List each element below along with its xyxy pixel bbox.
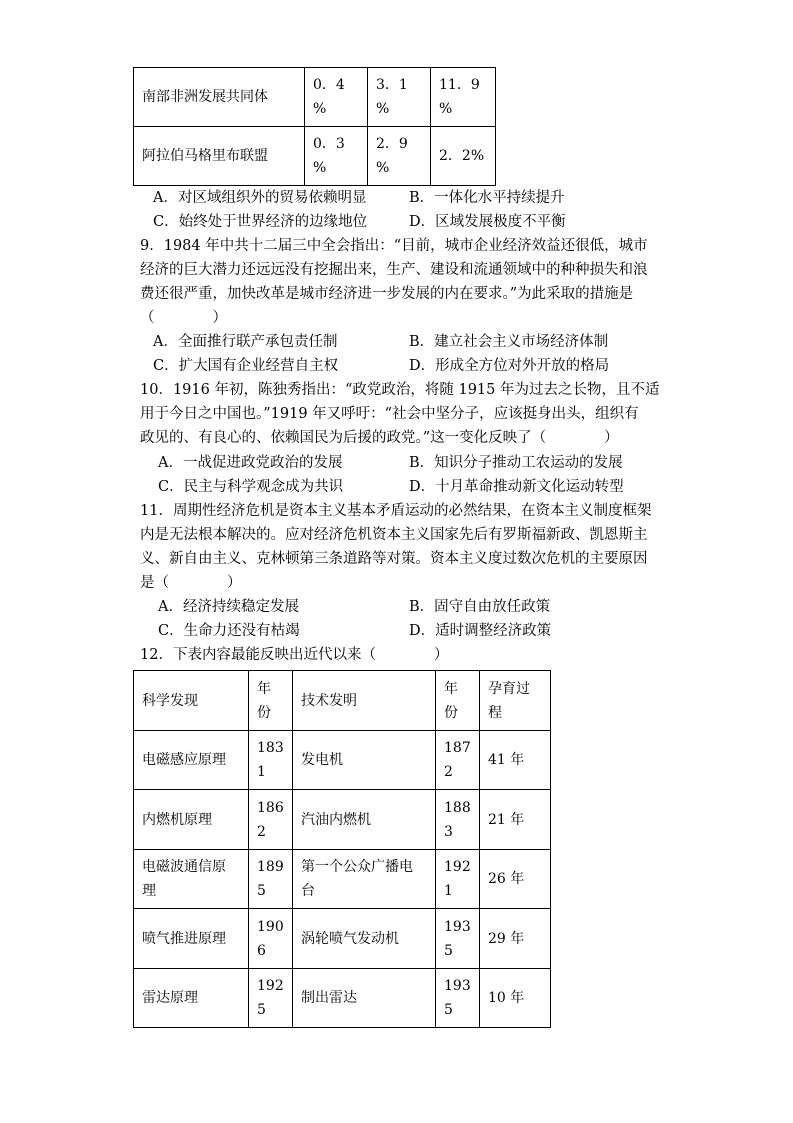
year-cell: 183 1 (249, 731, 293, 790)
q8-option-b: B．一体化水平持续提升 (409, 190, 565, 206)
table-row (134, 969, 551, 1028)
year-cell: 193 5 (436, 909, 480, 969)
q11-stem-line: 内是无法根本解决的。应对经济危机资本主义国家先后有罗斯福新政、凯恩斯主 (140, 527, 648, 543)
header-gestation: 孕育过 程 (480, 671, 551, 731)
value-cell: 0．3 % (305, 127, 368, 186)
gestation-cell: 10 年 (480, 969, 551, 1028)
table-row (134, 68, 496, 127)
invention-cell: 发电机 (293, 731, 436, 790)
q11-stem-line: 11．周期性经济危机是资本主义基本矛盾运动的必然结果，在资本主义制度框架 (140, 503, 652, 519)
discovery-cell: 雷达原理 (134, 969, 249, 1028)
q9-stem-line: 9．1984 年中共十二届三中全会指出：“目前，城市企业经济效益还很低，城市 (140, 238, 648, 254)
q12-table (133, 670, 551, 1028)
q11-stem-line: 是（ ） (140, 575, 242, 591)
q9-option-b: B．建立社会主义市场经济体制 (409, 334, 609, 350)
value-cell: 11．9 % (431, 68, 496, 127)
q10-option-d: D．十月革命推动新文化运动转型 (409, 479, 624, 495)
q9-stem-line: 费还很严重，加快改革是城市经济进一步发展的内在要求。”为此采取的措施是 (140, 286, 634, 302)
value-cell: 3．1 % (368, 68, 431, 127)
q9-stem-line: 经济的巨大潜力还远远没有挖掘出来，生产、建设和流通领域中的种种损失和浪 (140, 262, 648, 278)
q10-option-a: A．一战促进政党政治的发展 (158, 455, 343, 471)
q9-option-c: C．扩大国有企业经营自主权 (153, 358, 339, 374)
table-row (134, 850, 551, 909)
year-cell: 188 3 (436, 790, 480, 850)
year-cell: 187 2 (436, 731, 480, 790)
q11-option-a: A．经济持续稳定发展 (158, 599, 299, 615)
header-year: 年 份 (249, 671, 293, 731)
invention-cell: 制出雷达 (293, 969, 436, 1028)
q10-stem-line: 用于今日之中国也。”1919 年又呼吁：“社会中坚分子，应该挺身出头，组织有 (140, 406, 639, 422)
q11-option-b: B．固守自由放任政策 (409, 599, 551, 615)
q8-option-d: D．区域发展极度不平衡 (409, 214, 566, 230)
gestation-cell: 41 年 (480, 731, 551, 790)
org-name-cell: 阿拉伯马格里布联盟 (134, 127, 305, 186)
q8-option-c: C．始终处于世界经济的边缘地位 (153, 214, 368, 230)
table-header-row (134, 671, 551, 731)
q9-option-a: A．全面推行联产承包责任制 (153, 334, 338, 350)
discovery-cell: 喷气推进原理 (134, 909, 249, 969)
header-discovery: 科学发现 (134, 671, 249, 731)
gestation-cell: 26 年 (480, 850, 551, 909)
discovery-cell: 内燃机原理 (134, 790, 249, 850)
q10-stem-line: 10．1916 年初，陈独秀指出：“政党政治，将随 1915 年为过去之长物，且不适 (140, 382, 660, 398)
gestation-cell: 29 年 (480, 909, 551, 969)
year-cell: 189 5 (249, 850, 293, 909)
year-cell: 192 5 (249, 969, 293, 1028)
table-row (134, 731, 551, 790)
org-name-cell: 南部非洲发展共同体 (134, 68, 305, 127)
invention-cell: 涡轮喷气发动机 (293, 909, 436, 969)
invention-cell: 第一个公众广播电 台 (293, 850, 436, 909)
value-cell: 2．2% (431, 127, 496, 186)
table-row (134, 909, 551, 969)
year-cell: 192 1 (436, 850, 480, 909)
discovery-cell: 电磁感应原理 (134, 731, 249, 790)
invention-cell: 汽油内燃机 (293, 790, 436, 850)
table-row (134, 790, 551, 850)
header-invention: 技术发明 (293, 671, 436, 731)
year-cell: 186 2 (249, 790, 293, 850)
q11-stem-line: 义、新自由主义、克林顿第三条道路等对策。资本主义度过数次危机的主要原因 (140, 551, 648, 567)
q11-option-d: D．适时调整经济政策 (409, 623, 552, 639)
year-cell: 190 6 (249, 909, 293, 969)
gestation-cell: 21 年 (480, 790, 551, 850)
discovery-cell: 电磁波通信原 理 (134, 850, 249, 909)
q12-stem: 12．下表内容最能反映出近代以来（ ） (140, 647, 449, 663)
year-cell: 193 5 (436, 969, 480, 1028)
q9-stem-line: （ ） (140, 310, 227, 326)
table-row (134, 127, 496, 186)
q9-option-d: D．形成全方位对外开放的格局 (409, 358, 610, 374)
value-cell: 0．4 % (305, 68, 368, 127)
q10-option-b: B．知识分子推动工农运动的发展 (409, 455, 623, 471)
q10-option-c: C．民主与科学观念成为共识 (158, 479, 344, 495)
q8-option-a: A．对区域组织外的贸易依赖明显 (153, 190, 367, 206)
q11-option-c: C．生命力还没有枯竭 (158, 623, 300, 639)
value-cell: 2．9 % (368, 127, 431, 186)
q10-stem-line: 政见的、有良心的、依赖国民为后援的政党。”这一变化反映了（ ） (140, 430, 619, 446)
header-year: 年 份 (436, 671, 480, 731)
top-data-table (133, 67, 496, 186)
